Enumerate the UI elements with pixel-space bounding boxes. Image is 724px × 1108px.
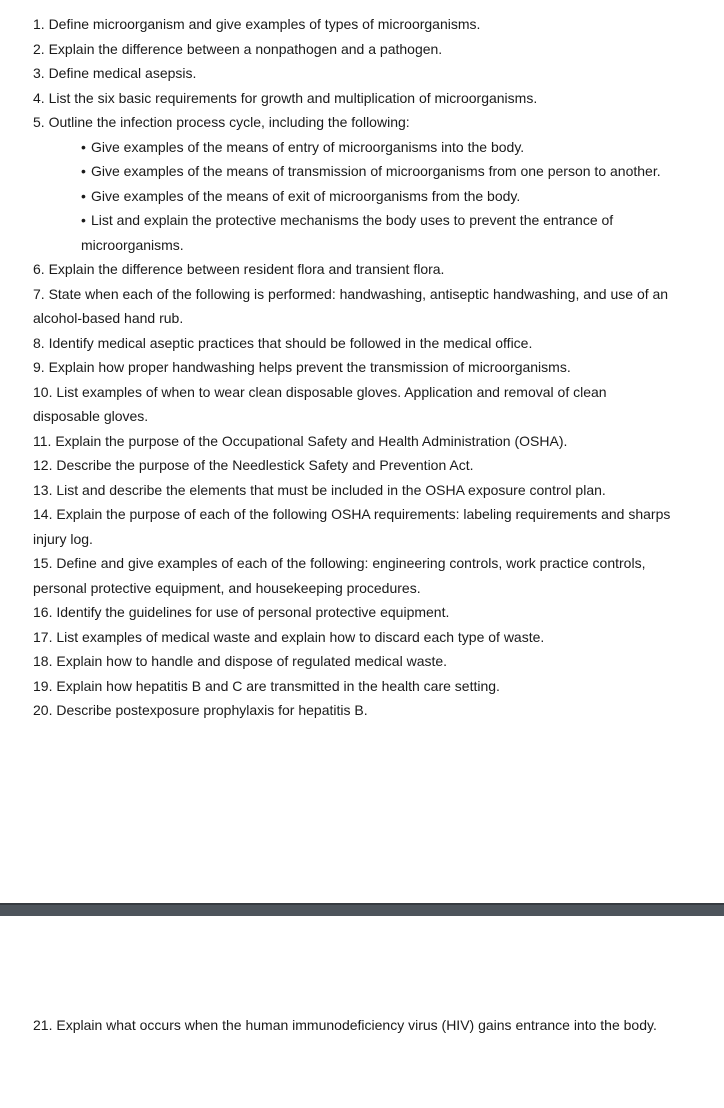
objective-item: 15. Define and give examples of each of the following: engineering controls, work practice controls, personal protective equipment, and housekeeping procedures. xyxy=(33,555,646,596)
objective-item: 14. Explain the purpose of each of the following OSHA requirements: labeling requirements and sharps injury log. xyxy=(33,506,671,547)
objective-item: 21. Explain what occurs when the human immunodeficiency virus (HIV) gains entrance into the body. xyxy=(33,1017,657,1033)
objective-item: 13. List and describe the elements that must be included in the OSHA exposure control plan. xyxy=(33,481,606,498)
bullet-icon: • xyxy=(81,187,86,204)
sub-item-text: Give examples of the means of entry of microorganisms into the body. xyxy=(91,138,525,155)
objective-item: 12. Describe the purpose of the Needlestick Safety and Prevention Act. xyxy=(33,457,474,473)
sub-list-item xyxy=(81,159,673,184)
objective-item: 2. Explain the difference between a nonpathogen and a pathogen. xyxy=(33,40,443,57)
infection-cycle-sublist xyxy=(33,135,673,258)
sub-item-text: Give examples of the means of exit of microorganisms from the body. xyxy=(91,187,521,204)
objective-item: 5. Outline the infection process cycle, including the following: xyxy=(33,114,410,130)
objective-item: 19. Explain how hepatitis B and C are transmitted in the health care setting. xyxy=(33,677,500,694)
objective-item: 7. State when each of the following is performed: handwashing, antiseptic handwashing, and use of an alcohol-based hand rub. xyxy=(33,285,669,326)
bullet-icon: • xyxy=(81,212,86,228)
objectives-page-2 xyxy=(33,1013,673,1038)
objective-item: 10. List examples of when to wear clean disposable gloves. Application and removal of clean disposable gloves. xyxy=(33,383,607,424)
bullet-icon: • xyxy=(81,138,86,155)
sub-item-text: Give examples of the means of transmission of microorganisms from one person to another. xyxy=(91,163,661,179)
sub-list-item xyxy=(81,135,673,160)
objective-item: 18. Explain how to handle and dispose of regulated medical waste. xyxy=(33,653,448,669)
objective-item: 1. Define microorganism and give examples of types of microorganisms. xyxy=(33,16,481,32)
objective-item: 17. List examples of medical waste and explain how to discard each type of waste. xyxy=(33,628,545,645)
objective-item: 4. List the six basic requirements for growth and multiplication of microorganisms. xyxy=(33,89,538,106)
page-divider xyxy=(0,903,724,916)
objective-item: 11. Explain the purpose of the Occupational Safety and Health Administration (OSHA). xyxy=(33,432,568,449)
objective-item: 9. Explain how proper handwashing helps prevent the transmission of microorganisms. xyxy=(33,359,571,375)
sub-list-item xyxy=(81,208,673,257)
sub-item-text: List and explain the protective mechanisms the body uses to prevent the entrance of microorganisms. xyxy=(81,212,614,253)
objective-item: 3. Define medical asepsis. xyxy=(33,65,197,81)
objective-item: 6. Explain the difference between resident flora and transient flora. xyxy=(33,261,445,277)
sub-list-item xyxy=(81,184,673,209)
objective-item: 8. Identify medical aseptic practices that should be followed in the medical office. xyxy=(33,334,533,351)
objectives-page-1 xyxy=(33,12,673,723)
objective-item: 16. Identify the guidelines for use of personal protective equipment. xyxy=(33,604,450,620)
objective-item: 20. Describe postexposure prophylaxis for hepatitis B. xyxy=(33,702,368,718)
bullet-icon: • xyxy=(81,163,86,179)
